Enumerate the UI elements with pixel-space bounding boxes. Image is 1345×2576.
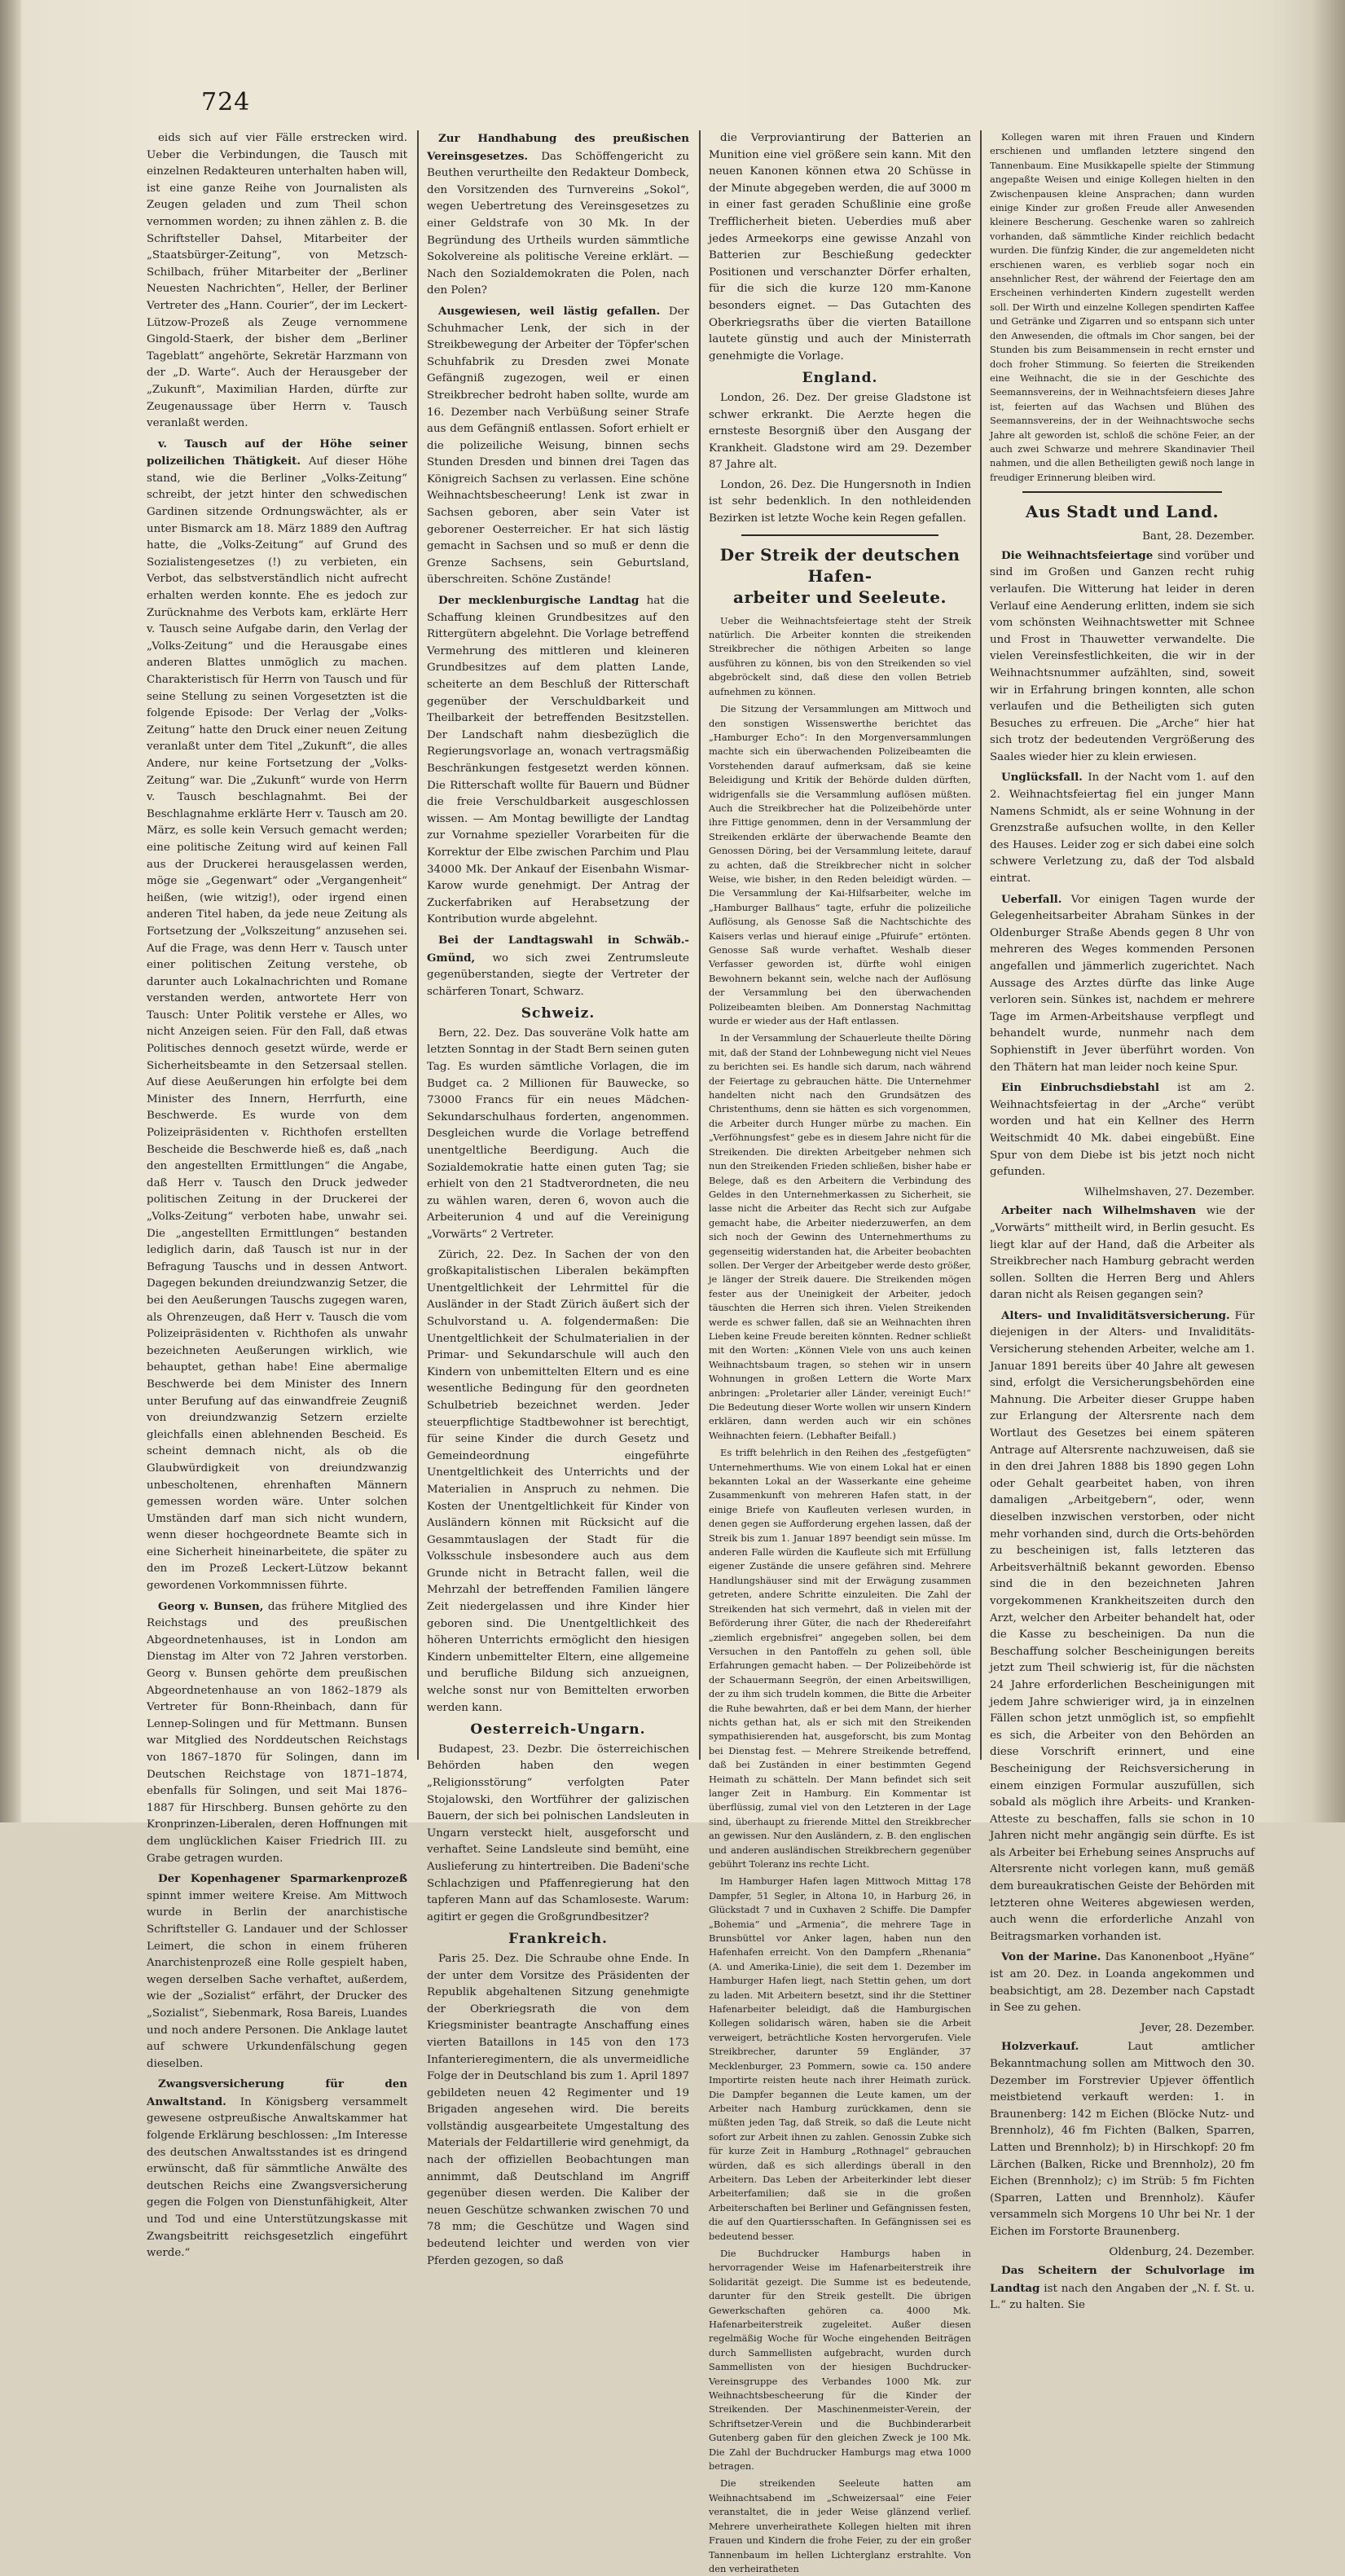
article-text: In der Nacht vom 1. auf den 2. Weihnachtsfeiertag fiel ein junger Mann Namens Schmidt, als er seine Wohnung in der Grenzstraße aufsuchen wollte, in den Keller des Hauses. Leider zog er sich dabei eine solch schwere Verletzung zu, daß der Tod alsbald eintrat. — [990, 771, 1255, 886]
article-paragraph: Es trifft belehrlich in den Reihen des „festgefügten“ Unternehmerthums. Wie von einem Lokal hat er einen bekannten Lokal an der Wasserkante eine geheime Zusammenkunft von mehreren Hafen statt, in der einige Briefe von Kaufleuten verlesen wurden, in denen gegen sie Aufforderung ergehen lassen, daß der Streik bis zum 1. Januar 1897 beendigt sein müsse. Im anderen Falle würden die Kaufleute sich mit Erfüllung eigener Zustände die unsere gefähren sind. Mehrere Handlungshäuser sind mit der Erwägung zusammen getreten, andere Schritte einzuleiten. Die Zahl der Streikenden hat sich vermehrt, daß in vielen mit der Beförderung ihrer Güter, die nach der Rhedereifahrt „ziemlich ergebnisfrei“ angegeben sollen, bei dem Versuchen in den Pantoffeln zu gehen soll, üble Erfahrungen gemacht haben. — Der Polizeibehörde ist der Schauermann Seegrön, der einen Arbeitswilligen, der zu ihm sich trudeln kommen, die Bitte die Arbeiter die Ruhe bewahrten, daß er bei dem Mann, der hierher nichts gethan hat, als er sich mit den Streikenden sympathisierenden hat, ausgeforscht, bis zum Montag bei Dienstag fest. — Mehrere Streikende betreffend, daß bei Zuständen in einer bestimmten Gegend Heimath zu schätteln. Der Mann befindet sich seit langer Zeit in Hamburg. Ein Kommentar ist überflüssig, zumal viel von den Letzteren in der Lage sind, überhaupt zu frierende Mittel den Streikbrecher an gewissen. Nur den Ausländern, z. B. den englischen und anderen ausländischen Streikbrechern gegenüber gebührt Toleranz ins rechte Licht. — [709, 1447, 971, 1870]
article-paragraph — [990, 547, 1255, 767]
section-divider — [741, 534, 938, 536]
article-lead: Der mecklenburgische Landtag — [438, 594, 640, 608]
dateline: Wilhelmshaven, 27. Dezember. — [1083, 1185, 1255, 1198]
article-paragraph: die Verproviantirung der Batterien an Munition eine viel größere sein kann. Mit den neuen Kanonen können etwa 20 Schüsse in der Minute abgegeben werden, die auf 3000 m in einer fast geraden Schußlinie eine große Trefflicherheit bieten. Ueberdies muß aber jedes Armeekorps eine gewisse Anzahl von Batterien zur Beschießung gedeckter Positionen und verschanzter Dörfer erhalten, für die sich die kurze 120 mm-Kanone besonders eignet. — Das Gutachten des Oberkriegsraths über die vierten Bataillone lautete günstig und auch der Ministerrath genehmigte die Vorlage. — [709, 132, 971, 363]
article-text: Für diejenigen in der Alters- und Invaliditäts-Versicherung stehenden Arbeiter, welche am 1. Januar 1891 bereits über 40 Jahre alt gewesen sind, erfolgt die Versicherungsbehörden eine Mahnung. Die Arbeiter dieser Gruppe haben zur Erlangung der Altersrente nach dem Wortlaut des Gesetzes bei einem späteren Antrage auf Altersrente nachzuweisen, daß sie in den drei Jahren 1888 bis 1890 gegen Lohn oder Gehalt gearbeitet haben, von ihren damaligen „Arbeitgebern“, oder, wenn dieselben inzwischen verstorben, oder nicht mehr vorhanden sind, durch die Orts-behörden zu bescheinigen ist, falls letzteren das Arbeitsverhältniß bekannt geworden. Ebenso sind die in den bezeichneten Jahren vorgekommenen Krankheitszeiten durch den Arzt, welcher den Arbeiter behandelt hat, oder die Kasse zu bescheinigen. Da nun die Beschaffung solcher Bescheinigungen bereits jetzt zum Theil schwierig ist, für die nächsten 24 Jahre erforderlichen Bescheinigungen mit jedem Jahre schwieriger wird, ja in einzelnen Fällen schon jetzt unmöglich ist, so empfiehlt es sich, die Arbeiter von den Behörden an diese Vorschrift erinnert, und eine Bescheinigung der Reichsversicherung in einem einzigen Formular auszufüllen, sich sobald als möglich ihre Arbeits- und Kranken-Atteste zu beschaffen, falls sie schon in 10 Jahren nicht mehr angängig sein dürfte. Es ist als Arbeiter bei Erhebung seines Anspruchs auf Altersrente nicht vorlegen kann, muß gemäß dem bureaukratischen Geiste der Behörden mit letzteren ohne Weiteres abgewiesen werden, auch wenn die erforderliche Anzahl von Beitragsmarken vorhanden ist. — [990, 1309, 1255, 1943]
section-heading-oesterreich: Oesterreich-Ungarn. — [470, 1721, 646, 1739]
article-text: Das Schöffengericht zu Beuthen verurtheilte den Redakteur Dombeck, den Vorsitzenden des Turnvereins „Sokol“, wegen Uebertretung des Vereinsgesetzes zu einer Geldstrafe von 30 Mk. In der Begründung des Urtheils wurden sämmtliche Sokolvereine als politische Vereine erklärt. — Nach den Sozialdemokraten die Polen, nach den Polen? — [427, 150, 689, 297]
article-paragraph: Die Sitzung der Versammlungen am Mittwoch und den sonstigen Wissenswerthe berichtet das „Hamburger Echo“: In den Morgenversammlungen machte sich ein überwachenden Polizeibeamten die Vorstehenden darauf aufmerksam, daß sie keine Beleidigung und Kritik der Behörde dulden dürften, widrigenfalls sie die Versammlung auflösen müßten. Auch die Streikbrecher hat die Polizeibehörde unter ihre Fittige genommen, denn in der Versammlung der Streikenden erklärte der überwachende Beamte den Genossen Döring, bei der Versammlung leitete, darauf zu achten, daß die Streikbrecher nicht in solcher Weise, wie bisher, in den Reden beleidigt würden. — Die Versammlung der Kai-Hilfsarbeiter, welche im „Hamburger Ballhaus“ tagte, erfuhr die polizeiliche Auflösung, als Genosse Saß die Nachtschichte des Kaisers verlas und hierauf einige „Pfuirufe“ ertönten. Genosse Saß wurde verhaftet. Weshalb dieser Verfasser geworden ist, dürfte wohl einigen Bewohnern bekannt sein, welche nach der Auflösung der Versammlung bei den überwachenden Polizeibeamten bleiben. Am Donnerstag Nachmittag wurde er wieder aus der Haft entlassen. — [709, 703, 971, 1027]
dateline: Jever, 28. Dezember. — [1141, 2021, 1255, 2034]
article-paragraph: In der Versammlung der Schauerleute theilte Döring mit, daß der Stand der Lohnbewegung nicht viel Neues zu berichten sei. Es handle sich darum, nach während der Feiertage zu gebrauchen hätte. Die Unternehmer handelten nicht nach den Grundsätzen des Christenthums, denn sie hätten es sich vorgenommen, die Arbeiter durch Hunger mürbe zu machen. Ein „Verföhnungsfest“ gebe es in diesem Jahre nicht für die Streikenden. Die direkten Arbeitgeber nehmen sich nun den Streikenden Frieden schließen, bisher habe er Belege, daß es den Arbeitern die Verbindung des Geldes in den Unternehmerkassen zu Sicherheit, sie lasse nicht die Arbeiter das Recht sich zur Aufgabe gemacht habe, die Arbeiter niederzuwerfen, an dem sich noch der Gewinn des Unternehmerthums zu gegenseitig widerstanden hat, die Arbeiter beobachten sollen. Der Verger der Arbeitgeber werde desto größer, je länger der Streik dauere. Die Streikenden mögen fester aus der Uneinigkeit der Arbeiter, jedoch täuschten die Herren sich ihren. Vielen Streikenden werde es schwer fallen, daß sie an Weihnachten ihren Lieben keine Freude bereiten könnten. Redner schließt mit den Worten: „Können Viele von uns auch keinen Weihnachtsbaum tragen, so stehen wir in unsern Wohnungen in großen Lettern die Worte Marx anbringen: „Proletarier aller Länder, vereinigt Euch!“ Die Bedeutung dieser Worte wollen wir unsern Kindern erklären, dann werden auch wir ein schönes Weihnachten feiern. (Lebhafter Beifall.) — [709, 1032, 971, 1441]
column-2 — [427, 130, 689, 2267]
column-rule-2 — [699, 130, 701, 1760]
article-lead: Ausgewiesen, weil lästig gefallen. — [438, 304, 661, 318]
article-text: Auf dieser Höhe stand, wie die Berliner „Volks-Zeitung“ schreibt, der jetzt hinter den schwedischen Gardinen sitzende Ordnungswächter, als er unter Bismarck am 18. März 1889 den Auftrag hatte, die „Volks-Zeitung“ auf Grund des Sozialistengesetzes (!) zu verbieten, ein Verbot, das selbstverständlich nicht aufrecht erhalten werden konnte. Ehe es jedoch zur Zurücknahme des Verbots kam, erklärte Herr v. Tausch seine Aufgabe darin, den Verlag der „Volks-Zeitung“ und die Herausgabe eines anderen Blattes unmöglich zu machen. Charakteristisch für Herrn von Tausch und für seine Stellung zu seinen Vorgesetzten ist die folgende Episode: Der Verlag der „Volks-Zeitung“ hatte den Druck einer neuen Zeitung veranlaßt unter dem Titel „Zukunft“, die alles Andere, nur keine Fortsetzung der „Volks-Zeitung“ war. Die „Zukunft“ wurde von Herrn v. Tausch beschlagnahmt. Bei der Beschlagnahme erklärte Herr v. Tausch am 20. März, es solle kein Versuch gemacht werden; eine politische Zeitung wird auf keinen Fall aus der Druckerei herausgelassen werden, möge sie „Gegenwart“ oder „Vergangenheit“ heißen, (wie witzig!), oder irgend einen anderen Titel haben, da jede neue Zeitung als Fortsetzung der „Volkszeitung“ anzusehen sei. Auf die Frage, was denn Herr v. Tausch unter einer politischen Zeitung verstehe, ob darunter auch Lokalnachrichten und Romane verstanden werden, antwortete Herr von Tausch: Unter Politik verstehe er Alles, wo nicht Anzeigen seien. Für den Fall, daß etwas Politisches dennoch gesetzt würde, werde er Sicherheitsbeamte in den Setzersaal stellen. Auf diese Aeußerungen hin erfolgte bei dem Minister des Innern, Herrfurth, eine Beschwerde. Es wurde von dem Polizeipräsidenten v. Richthofen erstellten Bescheide die Beschwerde hieß es, daß „nach den angestellten Ermittlungen“ die Angabe, daß Herr v. Tausch den Druck jedweder politischen Zeitung in der Druckerei der „Volks-Zeitung“ verboten habe, unwahr sei. Die „angestellten Ermittlungen“ bestanden lediglich darin, daß Tausch ist nur in der Befragung Tauschs und in dessen Antwort. Dagegen bekunden dreiundzwanzig Setzer, die bei den Aeußerungen Tauschs zugegen waren, als Ohrenzeugen, daß Herr v. Tausch die vom Polizeipräsidenten v. Richthofen als unwahr bezeichneten Aeußerungen wirklich, wie behauptet, gethan habe! Eine abermalige Beschwerde bei dem Minister des Innern unter Berufung auf das einwandfreie Zeugniß von dreiundzwanzig Setzern erzielte gleichfalls einen ablehnenden Bescheid. Es scheint demnach nicht, als ob die Glaubwürdigkeit von dreiundzwanzig unbescholtenen, ehrenhaften Männern gemessen worden wäre. Unter solchen Umständen darf man sich nicht wundern, wenn dieser hochgeordnete Beamte sich in eine Sicherheit hineinarbeitete, die später zu den im Prozeß Leckert-Lützow bekannt gewordenen Vorkommnissen führte. — [147, 455, 407, 1593]
article-paragraph: Die streikenden Seeleute hatten am Weihnachtsabend im „Schweizersaal“ eine Feier veranstaltet, die in jeder Weise glänzend verlief. Mehrere unverheirathete Kollegen hielten mit ihren Frauen und Kindern die frohe Feier, zu der ein großer Tannenbaum im hellen Lichterglanz erstrahlte. Von den verheiratheten — [709, 2477, 971, 2574]
article-paragraph: London, 26. Dez. Die Hungersnoth in Indien ist sehr bedenklich. In den nothleidenden Bezirken ist letzte Woche kein Regen gefallen. — [709, 478, 971, 525]
article-paragraph — [427, 932, 689, 1000]
article-text: Das Kanonenboot „Hyäne“ ist am 20. Dez. in Loanda angekommen und beabsichtigt, am 28. Dezember nach Capstadt in See zu gehen. — [990, 1951, 1255, 2015]
article-lead: v. Tausch auf der Höhe seiner polizeilichen Thätigkeit. — [147, 437, 407, 468]
article-paragraph — [147, 1870, 407, 2073]
article-lead: Der Kopenhagener Sparmarkenprozeß — [158, 1872, 407, 1886]
section-heading-stadt-und-land: Aus Stadt und Land. — [1025, 502, 1220, 522]
article-paragraph: Zürich, 22. Dez. In Sachen der von den großkapitalistischen Liberalen bekämpften Unentgeltlichkeit der Lehrmittel für die Ausländer in der Stadt Zürich äußert sich der Schulvorstand u. A. folgendermaßen: Die Unentgeltlichkeit der Schulmaterialien in der Primar- und Sekundarschule will auch den Kindern von unbemittelten Eltern und es eine wesentliche Bedingung für den geordneten Schulbetrieb bezeichnet werden. Jeder steuerpflichtige Stadtbewohner ist berechtigt, für seine Kinder die durch Gesetz und Gemeindeordnung eingeführte Unentgeltlichkeit des Unterrichts und der Materialien in Anspruch zu nehmen. Die Kosten der Unentgeltlichkeit für Kinder von Ausländern können mit Rücksicht auf die Gesammtauslagen der Stadt für die Volksschule insbesondere auch aus dem Grunde nicht in Betracht fallen, weil die Mehrzahl der betreffenden Familien längere Zeit niedergelassen und ihre Kinder hier geboren sind. Die Unentgeltlichkeit des höheren Unterrichts ermöglicht den hiesigen Kindern unbemittelter Eltern, eine allgemeine und berufliche Bildung sich anzueignen, welche sonst nur von Bemittelten erworben werden kann. — [427, 1248, 689, 1714]
page-number: 724 — [201, 88, 251, 116]
article-lead: Zur Handhabung des preußischen Vereinsgesetzes. — [427, 132, 689, 163]
dateline: Bant, 28. Dezember. — [1142, 530, 1255, 543]
article-paragraph: Paris 25. Dez. Die Schraube ohne Ende. In der unter dem Vorsitze des Präsidenten der Republik abgehaltenen Sitzung genehmigte der Oberkriegsrath die von dem Kriegsminister beantragte Anschaffung eines vierten Bataillons in 145 von den 173 Infanterieregimentern, die als unvermeidliche Folge der in Deutschland bis zum 1. April 1897 gebildeten neuen 42 Regimenter und 19 Brigaden angesehen wird. Die bereits vollständig ausgearbeitete Umgestaltung des Materials der Feldartillerie wird genehmigt, da nach der offiziellen Beobachtungen man annimmt, daß Deutschland im Angriff gegenüber diesen werden. Die Kaliber der neuen Geschütze schwanken zwischen 70 und 78 mm; die Geschütze und Wagen sind bedeutend leichter und werden von vier Pferden gezogen, so daß — [427, 1952, 689, 2267]
section-divider — [1022, 491, 1222, 493]
article-text: hat die Schaffung kleinen Grundbesitzes auf den Rittergütern abgelehnt. Die Vorlage betreffend Vermehrung des mittleren und kleineren Grundbesitzes auf dem platten Lande, scheiterte an dem Beschluß der Ritterschaft gegenüber der Verschuldbarkeit und Theilbarkeit der betreffenden Besitzstellen. Der Landschaft nahm diesbezüglich die Regierungsvorlage an, wonach vertragsmäßig Beschränkungen festgesetzt werden können. Die Ritterschaft wollte für Bauern und Büdner die freie Verschuldbarkeit ausgeschlossen wissen. — Am Montag bewilligte der Landtag zur Vornahme spezieller Vorarbeiten für die Korrektur der Elbe zwischen Parchim und Plau 34000 Mk. Der Ankauf der Eisenbahn Wismar-Karow wurde genehmigt. Der Antrag der Zuckerfabriken auf Herabsetzung der Kontribution wurde abgelehnt. — [427, 595, 689, 926]
article-paragraph: Im Hamburger Hafen lagen Mittwoch Mittag 178 Dampfer, 51 Segler, in Altona 10, in Harburg 26, in Glückstadt 7 und in Cuxhaven 2 Schiffe. Die Dampfer „Bohemia“ und „Armenia“, die mehrere Tage in Brunsbüttel vor Anker lagen, haben nun den Hafenhafen erreicht. Von den Dampfern „Rhenania“ (A. und Amerika-Linie), die seit dem 1. Dezember im Hamburger Hafen liegt, nach Stettin gehen, um dort zu laden. Mit Arbeitern besetzt, sind ihr die Stettiner Hafenarbeiter beleidigt, daß die Hamburgischen Kollegen solidarisch wären, haben sie die Arbeit verweigert, beträchtliche Kosten hervorgerufen. Viele Streikbrecher, darunter 59 Engländer, 37 Mecklenburger, 23 Pommern, sowie ca. 150 andere Importirte reisten heute nach ihrer Heimath zurück. Die Dampfer begannen die Leute kamen, um der Arbeiter nach Hamburg zurückkamen, denn sie müßten jeden Tag, daß Streik, so daß die Leute nicht sofort zur Arbeit ihnen zu zahlen. Genossin Zubke sich für kurze Zeit in Hamburg „Rothnagel“ gebrauchen würden, daß es sich allerdings überall in den Arbeitern. Das Leben der Arbeiterkinder lebt dieser Arbeiterfamilien; daß sie in die großen Arbeiterschaften bei Berliner und Gefängnissen festen, die auf den Quartiersschaften. In Gefängnissen sei es bedeutend besser. — [709, 1875, 971, 2242]
article-paragraph: Die Buchdrucker Hamburgs haben in hervorragender Weise im Hafenarbeiterstreik ihre Solidarität gezeigt. Die Summe ist es bedeutende, darunter für den Streik gestellt. Die übrigen Gewerkschaften gehören ca. 4000 Mk. Hafenarbeiterstreik zugeleitet. Außer diesen regelmäßig Woche für Woche eingehenden Beiträgen durch Sammellisten aufgebracht, wurden durch Sammellisten von der hiesigen Buchdrucker-Vereinsgruppe des Verbandes 1000 Mk. zur Weihnachtsbescheerung für die Kinder der Streikenden. Der Maschinenmeister-Verein, der Schriftsetzer-Verein und die Buchbinderarbeit Gutenberg gaben für den gleichen Zweck je 100 Mk. Die Zahl der Buchdrucker Hamburgs mag etwa 1000 betragen. — [709, 2247, 971, 2473]
article-paragraph — [990, 1202, 1255, 1304]
article-text: ist nach den Angaben der „N. f. St. u. L.“ zu halten. Sie — [990, 2282, 1255, 2312]
article-lead: Zwangsversicherung für den Anwaltstand. — [147, 2077, 407, 2108]
column-3 — [709, 130, 971, 2574]
article-text: Laut amtlicher Bekanntmachung sollen am Mittwoch den 30. Dezember im Forstrevier Upjever öffentlich meistbietend verkauft werden: 1. in Braunenberg: 142 m Eichen (Blöcke Nutz- und Brennholz), 46 fm Fichten (Balken, Sparren, Latten und Brennholz); b) in Hirschkopf: 20 fm Lärchen (Balken, Ricke und Brennholz), 20 fm Eichen (Brennholz); c) im Strüb: 5 fm Fichten (Sparren, Latten und Brennholz). Käufer versammeln sich Morgens 10 Uhr bei Nr. 1 der Eichen im Forstorte Braunenberg. — [990, 2041, 1255, 2238]
section-heading-england: England. — [802, 370, 878, 387]
article-lead: Bei der Landtagswahl in Schwäb.-Gmünd, — [427, 933, 689, 965]
article-text: spinnt immer weitere Kreise. Am Mittwoch wurde in Berlin der anarchistische Schriftsteller G. Landauer und der Schlosser Leimert, die schon in einem früheren Anarchistenprozeß eine Rolle gespielt haben, wegen derselben Sache verhaftet, außerdem, wie der „Sozialist“ erfährt, der Drucker des „Sozialist“, Siebenmark, Rosa Bareis, Luandes und noch andere Personen. Die Anklage lautet auf schwere Urkundenfälschung gegen dieselben. — [147, 1889, 407, 2070]
article-lead: Ueberfall. — [1001, 892, 1062, 906]
section-heading-frankreich: Frankreich. — [508, 1931, 608, 1948]
article-text: In Königsberg versammelt gewesene ostpreußische Anwaltskammer hat folgende Erklärung beschlossen: „Im Interesse des deutschen Anwaltsstandes ist es dringend erwünscht, daß für sämmtliche Anwälte des deutschen Reichs eine Zwangsversicherung gegen die Folgen von Dienstunfähigkeit, Alter und Tod und eine Unterstützungskasse mit Zwangsbeitritt reichsgesetzlich eingeführt werde.“ — [147, 2095, 407, 2260]
article-paragraph — [990, 2262, 1255, 2314]
article-lead: Das Scheitern der Schulvorlage im Landtag — [990, 2264, 1255, 2295]
article-headline — [709, 544, 971, 608]
article-lead: Ein Einbruchsdiebstahl — [1001, 1081, 1159, 1095]
article-lead: Alters- und Invaliditätsversicherung. — [1001, 1308, 1230, 1322]
article-paragraph — [990, 891, 1255, 1077]
article-paragraph — [427, 592, 689, 929]
column-rule-1 — [417, 130, 419, 1760]
headline-line-2: arbeiter und Seeleute. — [733, 587, 947, 607]
column-1 — [147, 130, 408, 2260]
article-lead: Unglücksfall. — [1001, 771, 1083, 785]
dateline: Oldenburg, 24. Dezember. — [1109, 2245, 1255, 2258]
article-paragraph — [427, 130, 689, 300]
column-rule-3 — [980, 130, 982, 1760]
page-binding-edge — [0, 0, 21, 1822]
article-paragraph: London, 26. Dez. Der greise Gladstone ist schwer erkrankt. Die Aerzte hegen die ernsteste Besorgniß über den Ausgang der Krankheit. Gladstone wird am 29. Dezember 87 Jahre alt. — [709, 391, 971, 472]
section-heading-schweiz: Schweiz. — [521, 1005, 596, 1022]
article-paragraph: Budapest, 23. Dezbr. Die österreichischen Behörden haben den wegen „Religionsstörung“ verfolgten Pater Stojalowski, den Wortführer der galizischen Bauern, der sich bei polnischen Landsleuten in Ungarn versteckt hielt, ausgeforscht und verhaftet. Seine Landsleute sind bemüht, eine Auslieferung zu hintertreiben. Die Badeni'sche Schlachzigen und Pfaffenregierung hat den tapferen Mann auf das Schamloseste. Warum: agitirt er gegen die Großgrundbesitzer? — [427, 1743, 689, 1923]
page-right-shadow — [1312, 0, 1345, 1822]
article-paragraph — [147, 1598, 407, 1868]
article-paragraph — [990, 2038, 1255, 2240]
article-lead: Die Weihnachtsfeiertage — [1001, 548, 1154, 562]
article-text: sind vorüber und sind im Großen und Ganzen recht ruhig verlaufen. Die Witterung hat leider in deren Verlauf eine Aenderung erlitten, indem sie sich vom schönsten Weihnachtswetter mit Schnee und Frost in Thauwetter verwandelte. Die vielen Vereinsfestlichkeiten, die wir in der Weihnachtsnummer aufzählten, sind, soweit wir in Erfahrung bringen konnten, alle schon verlaufen und die Betheiligten sich guten Besuches zu erfreuen. Die „Arche“ hier hat sich trotz der bedeutenden Vergrößerung des Saales wieder hier zu klein erwiesen. — [990, 549, 1255, 763]
article-paragraph — [990, 1308, 1255, 1946]
article-text: wie der „Vorwärts“ mittheilt wird, in Berlin gesucht. Es liegt klar auf der Hand, daß die Arbeiter als Streikbrecher nach Hamburg gebracht werden sollen. Sollten die Herren Berg und Ahlers daran nicht als Reisen gegangen sein? — [990, 1205, 1255, 1302]
article-text: Vor einigen Tagen wurde der Gelegenheitsarbeiter Abraham Sünkes in der Oldenburger Straße Abends gegen 8 Uhr von mehreren des Weges kommenden Personen angefallen und jämmerlich zugerichtet. Nach Aussage des Arztes dürfte das linke Auge verloren sein. Sünkes ist, nachdem er mehrere Tage im Armen-Arbeitshause verpflegt und behandelt wurde, nunmehr nach dem Sophienstift in Jever überführt worden. Von den Thätern hat man leider noch keine Spur. — [990, 893, 1255, 1074]
article-lead: Holzverkauf. — [1001, 2040, 1079, 2054]
column-4 — [990, 130, 1255, 2312]
article-paragraph: Bern, 22. Dez. Das souveräne Volk hatte am letzten Sonntag in der Stadt Bern seinen guten Tag. Es wurden sämtliche Vorlagen, die im Budget ca. 2 Millionen für Bauwecke, so 73000 Francs für ein neues Mädchen-Sekundarschulhaus forderten, angenommen. Desgleichen wurde die Vorlage betreffend unentgeltliche Beerdigung. Auch die Sozialdemokratie hatte einen guten Tag; sie erhielt von den 21 Stadtverordneten, die neu zu wählen waren, deren 6, wovon auch die Arbeiterunion 4 und auf die Vereinigung „Vorwärts“ 2 Vertreter. — [427, 1026, 689, 1241]
article-paragraph — [147, 436, 407, 1595]
article-paragraph — [990, 1079, 1255, 1181]
article-paragraph — [427, 303, 689, 589]
article-lead: Von der Marine. — [1001, 1950, 1101, 1964]
article-text: ist am 2. Weihnachtsfeiertag in der „Arche“ verübt worden und hat ein Kellner des Herrn Weitschmidt 40 Mk. dabei eingebüßt. Eine Spur von dem Diebe ist bis jetzt noch nicht gefunden. — [990, 1082, 1255, 1179]
article-lead: Arbeiter nach Wilhelmshaven — [1001, 1204, 1197, 1218]
article-text: wo sich zwei Zentrumsleute gegenüberstanden, siegte der Vertreter der schärferen Tonart, Schwarz. — [427, 952, 689, 998]
article-lead: Georg v. Bunsen, — [158, 1599, 264, 1613]
headline-line-1: Der Streik der deutschen Hafen- — [719, 544, 960, 586]
article-paragraph — [990, 769, 1255, 887]
article-paragraph — [990, 1949, 1255, 2016]
article-text: das frühere Mitglied des Reichstags und des preußischen Abgeordnetenhauses, ist in London am Dienstag im Alter von 72 Jahren verstorben. Georg v. Bunsen gehörte dem preußischen Abgeordnetenhause an von 1862–1879 als Vertreter für Bonn-Rheinbach, dann für Lennep-Solingen und für Mettmann. Bunsen war Mitglied des Norddeutschen Reichstags von 1867–1870 für Solingen, dann im Deutschen Reichstage von 1871–1874, ebenfalls für Solingen, und seit Mai 1876–1887 für Hirschberg. Bunsen gehörte zu den Kronprinzen-Liberalen, deren Hoffnungen mit dem unglücklichen Kaiser Friedrich III. zu Grabe getragen wurden. — [147, 1600, 408, 1865]
article-paragraph: eids sich auf vier Fälle erstrecken wird. Ueber die Verbindungen, die Tausch mit einzelnen Redakteuren unterhalten haben will, ist eine ganze Reihe von Journalisten als Zeugen geladen und zum Theil schon vernommen worden; zu ihnen zählen z. B. die Schriftsteller Dahsel, Mitarbeiter der „Staatsbürger-Zeitung“, von Metzsch-Schilbach, früher Mitarbeiter der „Berliner Neuesten Nachrichten“, Heller, der Berliner Vertreter des „Hann. Courier“, der im Leckert-Lützow-Prozeß als Zeuge vernommene Gingold-Staerk, der bisher dem „Berliner Tageblatt“ angehörte, Sekretär Harzmann von der „D. Warte“. Auch der Herausgeber der „Zukunft“, Maximilian Harden, dürfte zur Zeugenaussage über Herrn v. Tausch veranlaßt werden. — [147, 132, 407, 430]
article-text: Der Schuhmacher Lenk, der sich in der Streikbewegung der Arbeiter der Töpfer'schen Schuhfabrik zu Dresden zwei Monate Gefängniß zugezogen, weil er einen Streikbrecher bedroht haben sollte, wurde am 16. Dezember nach Verbüßung seiner Strafe aus dem Gefängniß entlassen. Sofort erhielt er die polizeiliche Weisung, binnen sechs Stunden Dresden und binnen drei Tagen das Königreich Sachsen zu verlassen. Eine schöne Weihnachtsbescheerung! Lenk ist zwar in Sachsen geboren, aber sein Vater ist geborener Oesterreicher. Er hat sich lästig gemacht in Sachsen und so muß er denn die Grenze Sachsens, sein Geburtsland, überschreiten. Schöne Zustände! — [427, 305, 689, 587]
article-paragraph — [147, 2076, 407, 2262]
article-paragraph: Ueber die Weihnachtsfeiertage steht der Streik natürlich. Die Arbeiter konnten die streikenden Streikbrecher die nöthigen Arbeiten so lange ausführen zu können, bis von den Streikenden so viel abgebröckelt sind, daß diese den vollen Betrieb aufnehmen zu können. — [709, 614, 971, 697]
article-paragraph: Kollegen waren mit ihren Frauen und Kindern erschienen und umflanden letztere singend den Tannenbaum. Eine Musikkapelle spielte der Stimmung angepaßte Weisen und einige Kollegen hielten in den Zwischenpausen kleine Ansprachen; dann wurden einige Kinder zur großen Freude aller Anwesenden kleinere Bescherung. Geschenke waren so zahlreich vorhanden, daß sämmtliche Kinder reichlich bedacht wurden. Die fünfzig Kinder, die zur angemeldeten nicht erschienen waren, es verblieb sogar noch ein ansehnlicher Rest, der während der Feiertage den am Erscheinen verhinderten Kindern zugestellt werden soll. Der Wirth und einzelne Kollegen spendirten Kaffee und Getränke und Zigarren und so entspann sich unter den Anwesenden, die oftmals im Chor sangen, bei der Stunden bis zum Beisammensein in recht ernster und doch froher Stimmung. So feierten die Streikenden eine Weihnacht, die sie in der Geschichte des Seemannsvereins, der in Weihnachtsfeiern dieses Jahre ist, feierten auf das Wachsen und Blühen des Seemannsvereins, der in der Weihnachtswoche sechs Jahre alt geworden ist, schloß die schöne Feier, an der auch zwei Schwarze und mehrere Skandinavier Theil nahmen, und die allen Betheiligten gewiß noch lange in freudiger Erinnerung bleiben wird. — [990, 131, 1255, 483]
